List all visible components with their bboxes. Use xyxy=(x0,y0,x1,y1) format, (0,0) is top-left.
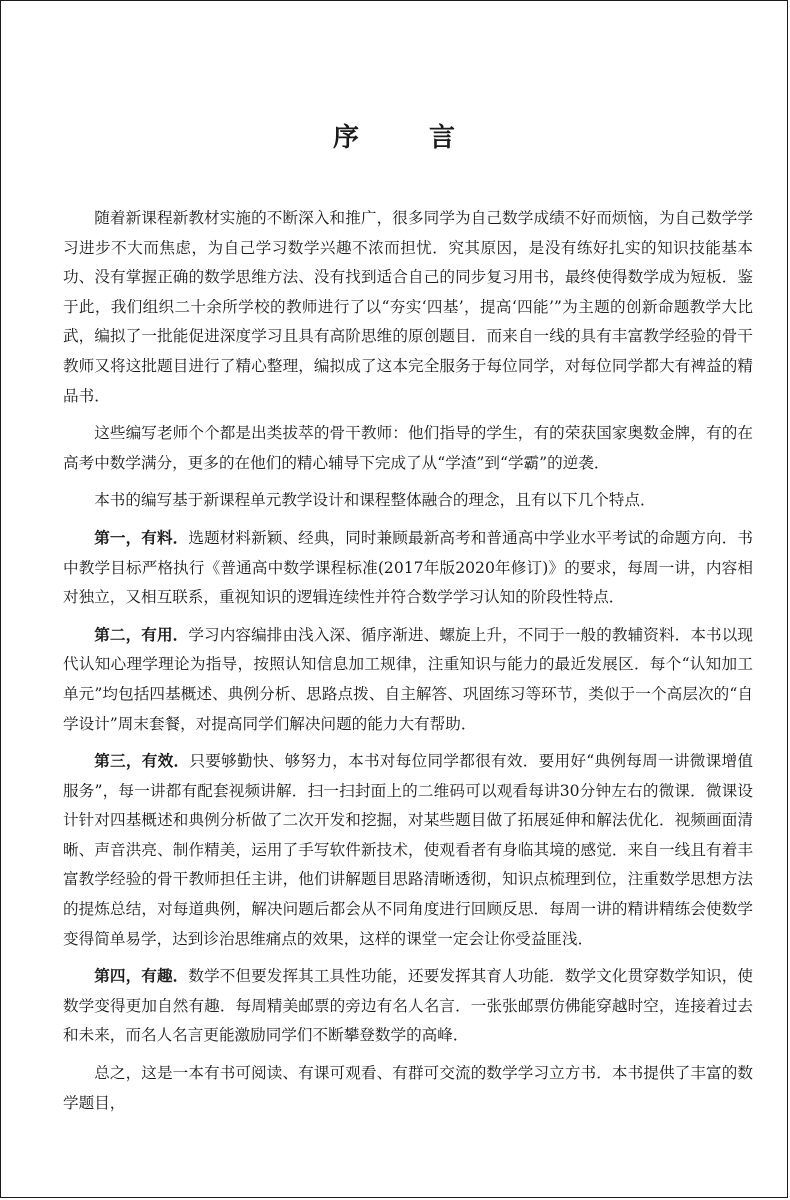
preface-body xyxy=(63,203,753,1125)
paragraph-text: 这些编写老师个个都是出类拔萃的骨干教师：他们指导的学生，有的荣获国家奥数金牌，有的在高考中数学满分，更多的在他们的精心辅导下完成了从“学渣”到“学霸”的逆袭． xyxy=(63,424,753,472)
paragraph-text: 学习内容编排由浅入深、循序渐进、螺旋上升，不同于一般的教辅资料．本书以现代认知心理学理论为指导，按照认知信息加工规律，注重知识与能力的最近发展区．每个“认知加工单元”均包括四基概述、典例分析、思路点拨、自主解答、巩固练习等环节，类似于一个高层次的“自学设计”周末套餐，对提高同学们解决问题的能力大有帮助． xyxy=(63,625,753,733)
paragraph-lead: 第一，有料． xyxy=(94,527,189,547)
paragraph-text: 数学不但要发挥其工具性功能，还要发挥其育人功能．数学文化贯穿数学知识，使数学变得更加自然有趣．每周精美邮票的旁边有名人名言．一张张邮票仿佛能穿越时空，连接着过去和未来，而名人名言更能激励同学们不断攀登数学的高峰． xyxy=(63,967,753,1045)
paragraph xyxy=(63,523,753,613)
paragraph-text: 本书的编写基于新课程单元教学设计和课程整体融合的理念，且有以下几个特点． xyxy=(94,491,656,510)
paragraph-lead: 第二，有用． xyxy=(94,624,189,644)
paragraph-lead: 第三，有效． xyxy=(94,751,190,771)
paragraph xyxy=(63,418,753,478)
paragraph-text: 选题材料新颖、经典，同时兼顾最新高考和普通高中学业水平考试的命题方向．书中教学目标严格执行《普通高中数学课程标准(2017年版2020年修订)》的要求，每周一讲，内容相对独立，又相互联系，重视知识的逻辑连续性并符合数学学习认知的阶段性特点． xyxy=(63,528,753,607)
paragraph xyxy=(63,620,753,739)
paragraph xyxy=(63,485,753,516)
paragraph-text: 随着新课程新教材实施的不断深入和推广，很多同学为自己数学成绩不好而烦恼，为自己数学学习进步不大而焦虑，为自己学习数学兴趣不浓而担忧．究其原因，是没有练好扎实的知识技能基本功、没有掌握正确的数学思维方法、没有找到适合自己的同步复习用书，最终使得数学成为短板．鉴于此，我们组织二十余所学校的教师进行了以“夯实‘四基’，提高‘四能’”为主题的创新命题教学大比武，编拟了一批能促进深度学习且具有高阶思维的原创题目．而来自一线的具有丰富教学经验的骨干教师又将这批题目进行了精心整理，编拟成了这本完全服务于每位同学，对每位同学都大有裨益的精品书． xyxy=(63,209,753,405)
paragraph-text: 总之，这是一本有书可阅读、有课可观看、有群可交流的数学学习立方书．本书提供了丰富的数学题目， xyxy=(63,1064,753,1112)
page-title: 序 言 xyxy=(332,123,477,153)
paragraph xyxy=(63,961,753,1051)
paragraph xyxy=(63,746,753,954)
paragraph-lead: 第四，有趣． xyxy=(94,966,189,986)
paragraph xyxy=(63,203,753,411)
paragraph-text: 只要够勤快、够努力，本书对每位同学都很有效．要用好“典例每周一讲微课增值服务”，每一讲都有配套视频讲解．扫一扫封面上的二维码可以观看每讲30分钟左右的微课．微课设计针对四基概述和典例分析做了二次开发和挖掘，对某些题目做了拓展延伸和解法优化．视频画面清晰、声音洪亮、制作精美，运用了手写软件新技术，使观看者有身临其境的感觉．来自一线且有着丰富教学经验的骨干教师担任主讲，他们讲解题目思路清晰透彻，知识点梳理到位，注重数学思想方法的提炼总结，对每道典例，解决问题后都会从不同角度进行回顾反思．每周一讲的精讲精练会使数学变得简单易学，达到诊治思维痛点的效果，这样的课堂一定会让你受益匪浅． xyxy=(63,752,753,948)
paragraph xyxy=(63,1058,753,1118)
